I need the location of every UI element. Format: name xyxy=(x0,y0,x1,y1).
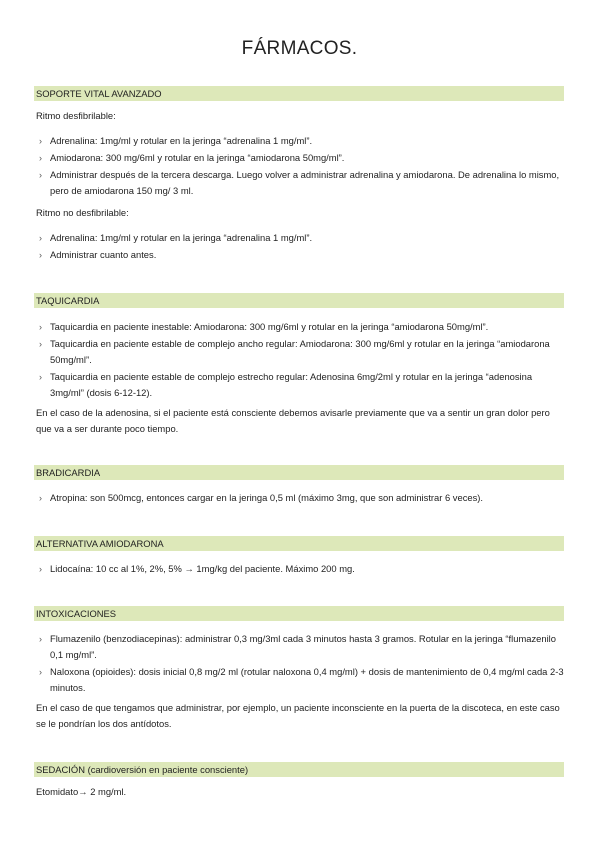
list-item: › Administrar cuanto antes. xyxy=(36,247,566,263)
page-title: FÁRMACOS. xyxy=(241,38,358,59)
bullet-icon: › xyxy=(39,372,42,382)
list-intoxicaciones xyxy=(36,631,566,697)
bullet-icon: › xyxy=(39,322,42,332)
list-item: › Adrenalina: 1mg/ml y rotular en la jeringa “adrenalina 1 mg/ml”. xyxy=(36,133,566,149)
bullet-icon: › xyxy=(39,170,42,180)
bullet-icon: › xyxy=(39,250,42,260)
section-heading-taquicardia: TAQUICARDIA xyxy=(34,293,564,308)
list-item: › Taquicardia en paciente inestable: Amiodarona: 300 mg/6ml y rotular en la jeringa “amiodarona 50mg/ml”. xyxy=(36,319,566,335)
list-item: › Amiodarona: 300 mg/6ml y rotular en la jeringa “amiodarona 50mg/ml”. xyxy=(36,150,566,166)
list-bradicardia xyxy=(36,490,566,507)
paragraph-ritmo-desfibrilable: Ritmo desfibrilable: xyxy=(36,110,116,121)
paragraph-etomidato: Etomidato→ 2 mg/ml. xyxy=(36,786,127,797)
section-heading-alternativa-amiodarona: ALTERNATIVA AMIODARONA xyxy=(34,536,564,551)
list-item: › Adrenalina: 1mg/ml y rotular en la jeringa “adrenalina 1 mg/ml”. xyxy=(36,230,566,246)
list-item: › Administrar después de la tercera descarga. Luego volver a administrar adrenalina y amiodarona. De adrenalina lo mismo, pero de amiodarona 150 mg/ 3 ml. xyxy=(39,169,560,196)
bullet-icon: › xyxy=(39,339,42,349)
bullet-icon: › xyxy=(39,153,42,163)
bullet-icon: › xyxy=(39,493,42,503)
list-item: › Lidocaína: 10 cc al 1%, 2%, 5% → 1mg/kg del paciente. Máximo 200 mg. xyxy=(36,561,566,577)
bullet-icon: › xyxy=(39,634,42,644)
list-item: › Naloxona (opioides): dosis inicial 0,8 mg/2 ml (rotular naloxona 0,4 mg/ml) + dosis de mantenimiento de 0,4 mg/ml cada 2-3 minutos. xyxy=(39,666,564,693)
bullet-icon: › xyxy=(39,233,42,243)
bullet-icon: › xyxy=(39,667,42,677)
list-item: › Taquicardia en paciente estable de complejo estrecho regular: Adenosina 6mg/2ml y rotular en la jeringa “adenosina 3mg/ml” (dosis 6-12-12). xyxy=(39,371,533,398)
section-heading-sedacion: SEDACIÓN (cardioversión en paciente consciente) xyxy=(34,762,564,777)
paragraph-adenosina: En el caso de la adenosina, si el paciente está consciente debemos avisarle previamente que va a sentir un gran dolor pero que va a ser durante poco tiempo. xyxy=(36,407,550,434)
bullet-icon: › xyxy=(39,564,42,574)
list-item: › Taquicardia en paciente estable de complejo ancho regular: Amiodarona: 300 mg/6ml y rotular en la jeringa “amiodarona 50mg/ml”. xyxy=(39,338,550,365)
paragraph-antidotos: En el caso de que tengamos que administrar, por ejemplo, un paciente inconsciente en la puerta de la discoteca, en este caso se le pondrían los dos antídotos. xyxy=(36,702,560,729)
section-heading-intoxicaciones: INTOXICACIONES xyxy=(34,606,564,621)
section-heading-bradicardia: BRADICARDIA xyxy=(34,465,564,480)
paragraph-ritmo-no-desfibrilable: Ritmo no desfibrilable: xyxy=(36,207,129,218)
list-ritmo-no-desfibrilable xyxy=(36,230,566,264)
list-alternativa-amiodarona xyxy=(36,561,566,578)
list-item: › Atropina: son 500mcg, entonces cargar en la jeringa 0,5 ml (máximo 3mg, que son administrar 6 veces). xyxy=(36,490,566,506)
list-taquicardia xyxy=(36,319,566,402)
section-heading-soporte-vital: SOPORTE VITAL AVANZADO xyxy=(34,86,564,101)
bullet-icon: › xyxy=(39,136,42,146)
list-item: › Flumazenilo (benzodiacepinas): administrar 0,3 mg/3ml cada 3 minutos hasta 3 gramos. Rotular en la jeringa “flumazenilo 0,1 mg/ml”. xyxy=(39,633,556,660)
list-ritmo-desfibrilable xyxy=(36,133,566,200)
